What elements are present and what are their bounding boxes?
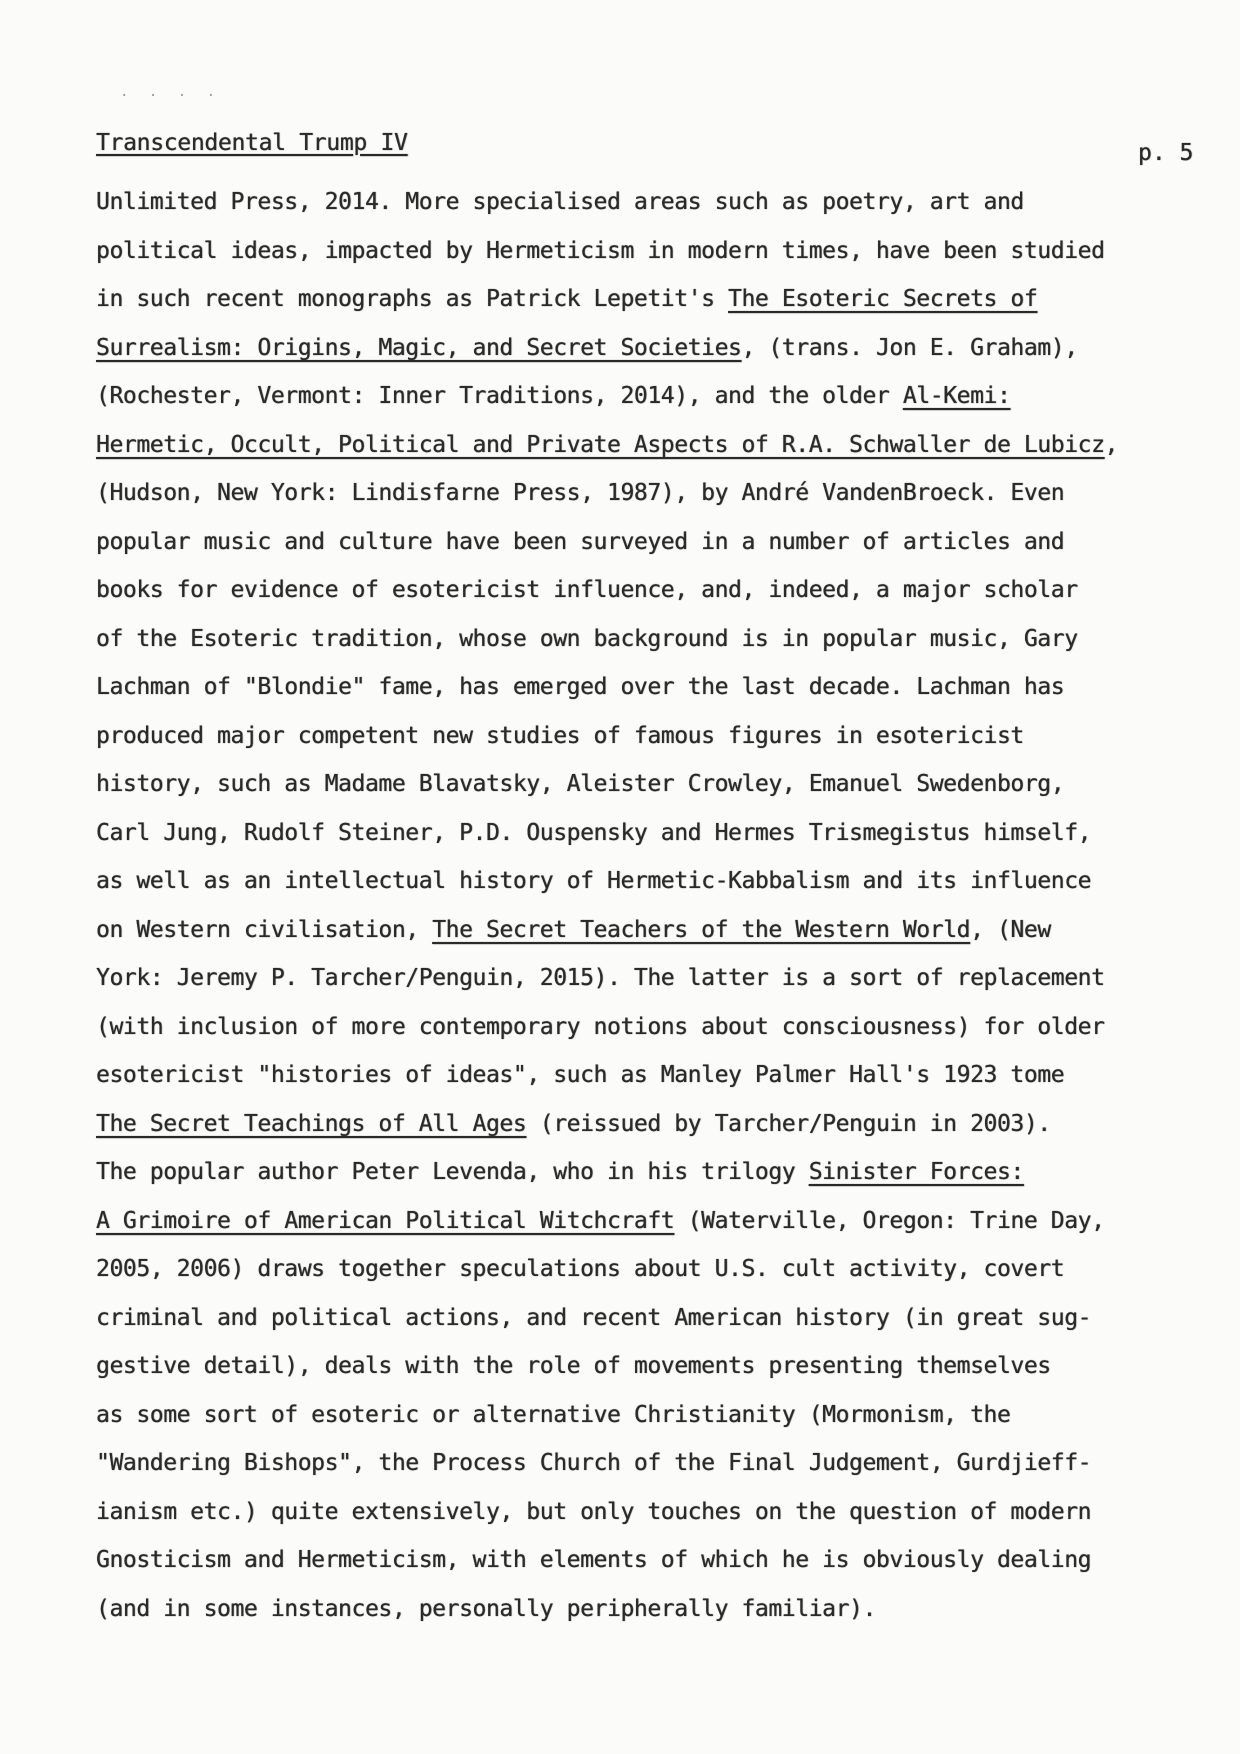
- underlined-title: The Secret Teachings of All Ages: [96, 1110, 527, 1137]
- text-line: [96, 809, 1206, 858]
- text-run: history, such as Madame Blavatsky, Aleister Crowley, Emanuel Swedenborg,: [96, 771, 1065, 797]
- text-run: , (New: [970, 916, 1051, 943]
- body-paragraph: [96, 178, 1206, 1633]
- text-line: [96, 421, 1206, 470]
- text-run: produced major competent new studies of famous figures in esotericist: [96, 722, 1024, 749]
- text-line: [96, 1439, 1206, 1488]
- text-run: (reissued by Tarcher/Penguin in 2003).: [526, 1110, 1051, 1137]
- underlined-title: The Secret Teachers of the Western World: [432, 916, 971, 943]
- text-line: [96, 324, 1206, 373]
- text-line: [96, 469, 1206, 518]
- text-run: (and in some instances, personally peripherally familiar).: [96, 1595, 876, 1622]
- text-line: [96, 663, 1206, 712]
- text-line: [96, 1342, 1206, 1391]
- text-line: [96, 1536, 1206, 1585]
- text-run: , (trans. Jon E. Graham),: [741, 334, 1078, 361]
- text-run: (Waterville, Oregon: Trine Day,: [674, 1207, 1105, 1234]
- underlined-title: Hermetic, Occult, Political and Private Aspects of R.A. Schwaller de Lubicz: [96, 431, 1105, 458]
- text-line: [96, 1051, 1206, 1100]
- text-run: (Rochester, Vermont: Inner Traditions, 2014), and the older: [96, 383, 903, 409]
- underlined-title: Surrealism: Origins, Magic, and Secret Societies: [96, 334, 742, 361]
- text-run: ianism etc.) quite extensively, but only touches on the question of modern: [96, 1498, 1092, 1525]
- text-run: as some sort of esoteric or alternative Christianity (Mormonism, the: [96, 1401, 1011, 1428]
- text-run: esotericist "histories of ideas", such as Manley Palmer Hall's 1923 tome: [96, 1062, 1065, 1088]
- text-line: [96, 1148, 1206, 1197]
- text-run: (with inclusion of more contemporary notions about consciousness) for older: [96, 1013, 1105, 1040]
- text-line: [96, 760, 1206, 809]
- underlined-title: Sinister Forces:: [808, 1159, 1024, 1185]
- scan-specks: · · · ·: [120, 88, 222, 104]
- text-line: [96, 1245, 1206, 1294]
- text-line: [96, 227, 1206, 276]
- page-number: p. 5: [1138, 140, 1194, 166]
- text-run: Lachman of "Blondie" fame, has emerged over the last decade. Lachman has: [96, 674, 1065, 700]
- text-line: [96, 566, 1206, 615]
- text-line: [96, 1585, 1206, 1634]
- text-run: Unlimited Press, 2014. More specialised areas such as poetry, art and: [96, 189, 1024, 215]
- text-line: [96, 615, 1206, 664]
- text-run: in such recent monographs as Patrick Lepetit's: [96, 286, 729, 312]
- text-line: [96, 1100, 1206, 1149]
- text-run: "Wandering Bishops", the Process Church of the Final Judgement, Gurdjieff-: [96, 1450, 1092, 1476]
- text-run: Carl Jung, Rudolf Steiner, P.D. Ouspensky and Hermes Trismegistus himself,: [96, 819, 1092, 846]
- text-line: [96, 906, 1206, 955]
- text-run: popular music and culture have been surveyed in a number of articles and: [96, 528, 1065, 555]
- text-line: [96, 1003, 1206, 1052]
- text-run: as well as an intellectual history of Hermetic-Kabbalism and its influence: [96, 868, 1092, 894]
- text-run: (Hudson, New York: Lindisfarne Press, 1987), by André VandenBroeck. Even: [96, 480, 1065, 506]
- text-line: [96, 712, 1206, 761]
- text-run: 2005, 2006) draws together speculations about U.S. cult activity, covert: [96, 1256, 1065, 1282]
- text-line: [96, 275, 1206, 324]
- text-run: criminal and political actions, and recent American history (in great sug-: [96, 1304, 1092, 1331]
- text-run: on Western civilisation,: [96, 916, 433, 943]
- text-line: [96, 518, 1206, 567]
- text-run: gestive detail), deals with the role of movements presenting themselves: [96, 1353, 1051, 1379]
- underlined-title: The Esoteric Secrets of: [728, 286, 1038, 312]
- text-line: [96, 178, 1206, 227]
- text-run: Gnosticism and Hermeticism, with elements of which he is obviously dealing: [96, 1547, 1092, 1573]
- text-line: [96, 1197, 1206, 1246]
- text-run: books for evidence of esotericist influence, and, indeed, a major scholar: [96, 577, 1078, 603]
- text-run: political ideas, impacted by Hermeticism in modern times, have been studied: [96, 237, 1105, 264]
- running-title: Transcendental Trump IV: [96, 130, 408, 156]
- text-run: ,: [1104, 431, 1118, 458]
- text-line: [96, 954, 1206, 1003]
- text-line: [96, 1488, 1206, 1537]
- text-line: [96, 1294, 1206, 1343]
- underlined-title: A Grimoire of American Political Witchcraft: [96, 1207, 675, 1234]
- text-line: [96, 1391, 1206, 1440]
- text-run: of the Esoteric tradition, whose own background is in popular music, Gary: [96, 625, 1078, 652]
- text-line: [96, 857, 1206, 906]
- text-run: The popular author Peter Levenda, who in his trilogy: [96, 1159, 809, 1185]
- text-line: [96, 372, 1206, 421]
- underlined-title: Al-Kemi:: [902, 383, 1011, 409]
- text-run: York: Jeremy P. Tarcher/Penguin, 2015). The latter is a sort of replacement: [96, 965, 1105, 991]
